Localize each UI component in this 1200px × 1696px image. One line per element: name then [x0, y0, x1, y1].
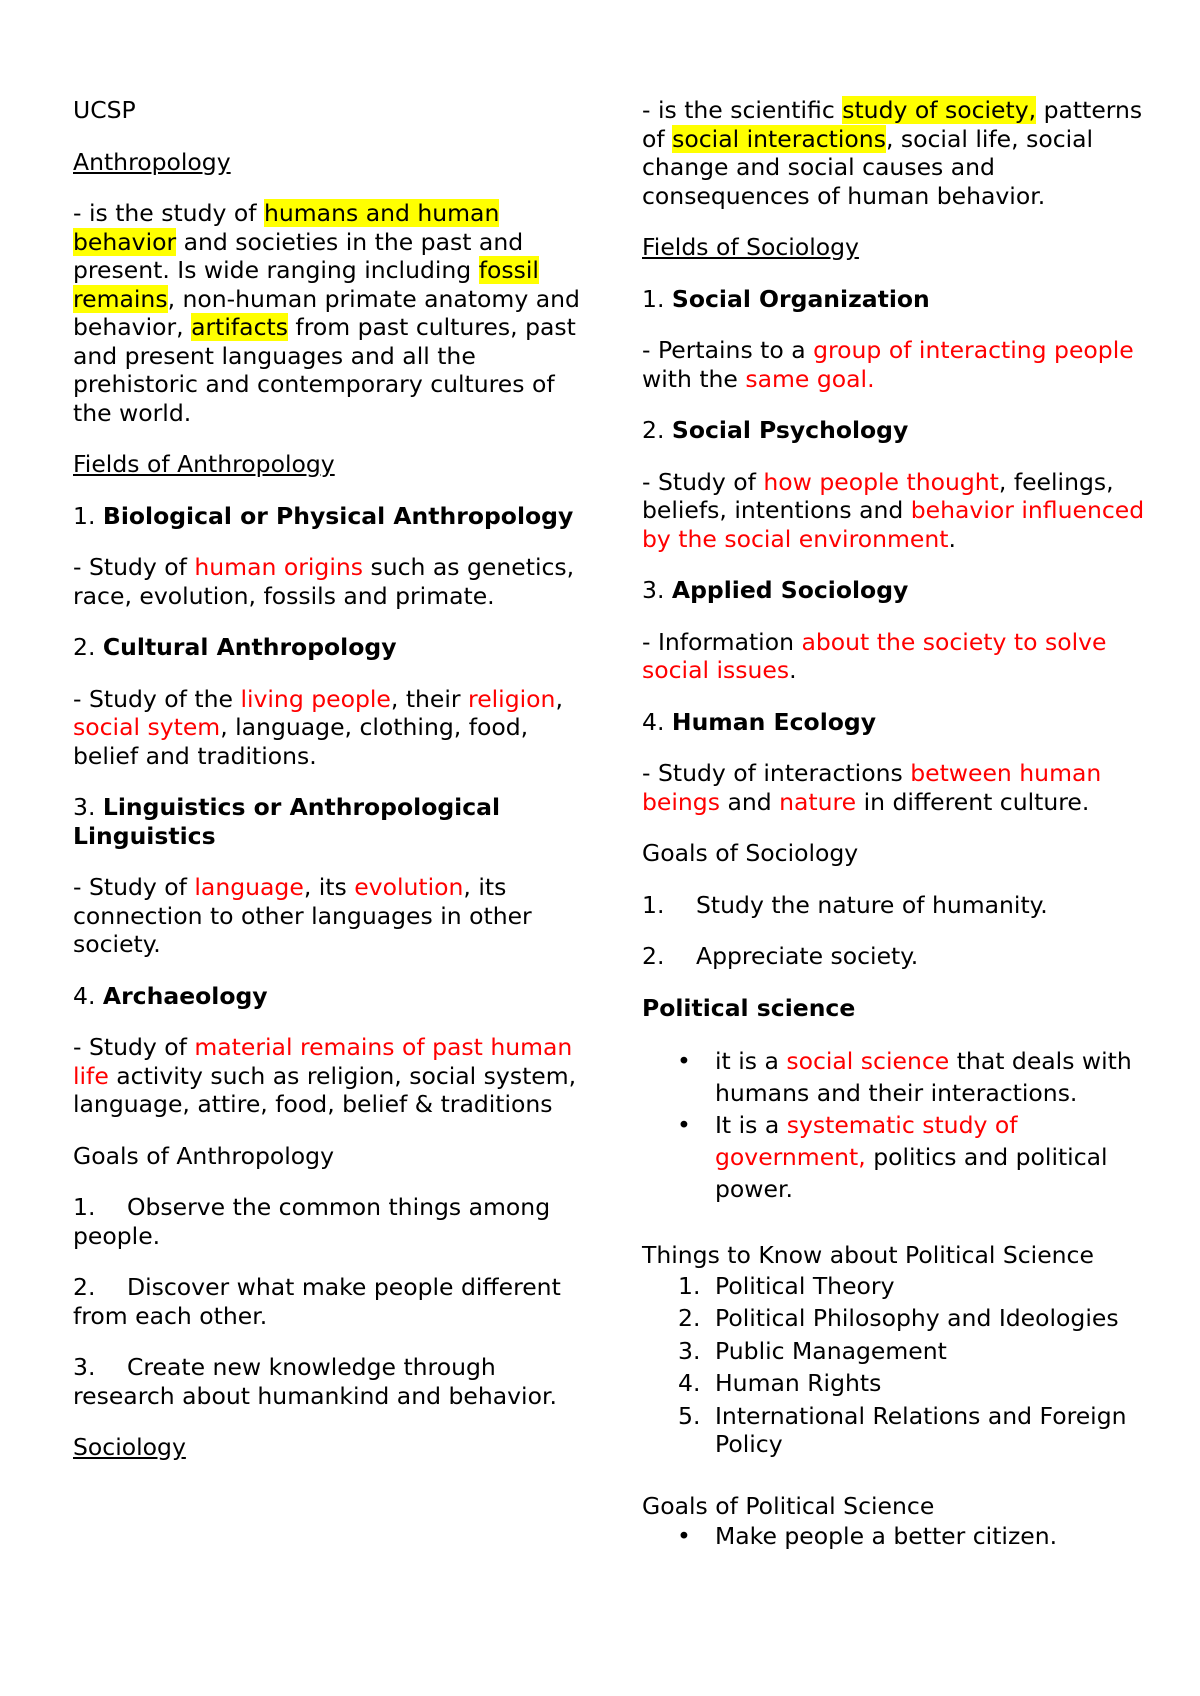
field-title — [73, 633, 588, 662]
sociology-goals — [642, 891, 1152, 971]
anthropology-fields — [73, 502, 588, 1119]
red-text: religion — [468, 684, 556, 713]
list-item — [678, 1304, 1152, 1333]
field-title — [642, 285, 1152, 314]
text-run: It is a — [715, 1111, 787, 1139]
field-description — [73, 1033, 588, 1119]
def-text: and societies in the past and present. Is wide ranging including — [73, 227, 524, 284]
list-number: 5. — [678, 1401, 701, 1430]
highlight: study of society, — [842, 96, 1037, 124]
bullet-item — [715, 1045, 1152, 1109]
red-text: material remains of past human life — [73, 1033, 573, 1090]
text-run: - Study of interactions — [642, 759, 911, 787]
sociology-fields — [642, 285, 1152, 817]
text-run: . — [948, 524, 956, 553]
text-run: , its — [303, 873, 355, 901]
text-run: , its connection to other languages in other society. — [73, 873, 532, 958]
goal-number: 1. — [73, 1193, 96, 1221]
field-title — [73, 793, 588, 850]
red-text: systematic study of government, — [715, 1111, 1018, 1171]
text-run: - Pertains to a — [642, 336, 814, 364]
text-run: such as genetics, race, evolution, fossils and primate. — [73, 553, 575, 610]
sociology-heading: Sociology — [73, 1433, 186, 1461]
goals-of-anthropology-heading: Goals of Anthropology — [73, 1141, 334, 1170]
field-title — [73, 982, 588, 1011]
field-number: 1. — [642, 284, 672, 313]
highlight: humans and human behavior — [73, 199, 500, 256]
list-text: Political Philosophy and Ideologies — [715, 1304, 1119, 1332]
field-name: Linguistics or Anthropological Linguistics — [73, 793, 501, 850]
field-name: Applied Sociology — [671, 576, 909, 604]
red-text: how people thought — [763, 467, 999, 496]
field-number: 2. — [73, 633, 103, 661]
red-text: human origins — [194, 553, 363, 581]
list-number: 1. — [678, 1271, 701, 1300]
highlight: social interactions — [672, 124, 886, 153]
red-text: language — [194, 873, 304, 901]
anthropology-goals — [73, 1193, 588, 1410]
text-run: in different culture. — [856, 787, 1090, 816]
field-name: Archaeology — [102, 981, 268, 1010]
text-run: activity such as religion, social system, language, attire, food, belief & traditions — [73, 1061, 577, 1118]
text-run: . — [789, 656, 797, 684]
field-title — [73, 502, 588, 531]
field-name: Cultural Anthropology — [102, 633, 397, 661]
things-to-know-list — [642, 1272, 1152, 1459]
left-column — [73, 96, 588, 1485]
field-name: Human Ecology — [671, 707, 877, 736]
def-text: - is the scientific — [642, 96, 843, 124]
field-title — [642, 708, 1152, 737]
goal-text: Observe the common things among people. — [73, 1193, 551, 1250]
text-run: , — [555, 684, 563, 713]
list-item — [678, 1336, 1152, 1366]
field-title — [642, 416, 1152, 445]
highlight: artifacts — [191, 313, 288, 341]
field-number: 4. — [73, 981, 103, 1010]
highlight: fossil remains — [73, 256, 539, 313]
political-science-goals-list — [642, 1522, 1152, 1551]
goal-text: Discover what make people different from each other. — [73, 1273, 561, 1330]
red-text: nature — [779, 787, 857, 816]
goal-item — [642, 942, 1152, 971]
text-run: - Study of the — [73, 684, 241, 713]
list-text: Public Management — [715, 1336, 947, 1365]
text-run: and — [719, 787, 780, 816]
red-text: between human beings — [642, 759, 1102, 816]
field-description — [642, 628, 1152, 685]
field-description — [642, 468, 1152, 554]
field-name: Social Organization — [671, 284, 930, 313]
text-run: it is a — [715, 1047, 787, 1075]
list-item — [678, 1271, 1152, 1301]
def-text: - is the study of — [73, 199, 264, 227]
political-science-bullets — [642, 1045, 1152, 1205]
field-description — [73, 553, 588, 610]
red-text: social sytem — [73, 713, 221, 741]
field-number: 4. — [642, 707, 672, 736]
goal-item — [73, 1193, 588, 1250]
red-text: living people — [240, 684, 391, 713]
red-text: behavior influenced by the social environment — [642, 496, 1145, 553]
def-text: , non-human primate anatomy and behavior, — [73, 284, 580, 341]
def-text: from past cultures, past and present languages and all the prehistoric and contemporary cultures of the world. — [73, 313, 576, 427]
goal-number: 1. — [642, 890, 665, 919]
text-run: , language, clothing, food, belief and traditions. — [73, 713, 529, 770]
text-run: - Study of — [73, 873, 195, 901]
red-text: about the society to solve social issues — [642, 627, 1107, 684]
text-run: politics and political power. — [715, 1143, 1108, 1203]
political-science-heading: Political science — [642, 993, 856, 1022]
goal-text: Create new knowledge through research about humankind and behavior. — [73, 1353, 557, 1410]
red-text: social science — [786, 1047, 950, 1075]
text-run: - Study of — [73, 553, 195, 581]
text-run: - Information — [642, 627, 802, 656]
field-name: Social Psychology — [671, 416, 909, 444]
list-number: 2. — [678, 1304, 701, 1332]
field-number: 2. — [642, 416, 672, 444]
document-title: UCSP — [73, 96, 136, 124]
list-text: International Relations and Foreign Policy — [715, 1401, 1127, 1458]
list-number: 3. — [678, 1336, 701, 1365]
list-text: Political Theory — [715, 1271, 895, 1300]
goal-item — [642, 891, 1152, 920]
field-description — [642, 759, 1152, 816]
red-text: same goal. — [745, 364, 875, 393]
goal-number: 2. — [642, 942, 665, 970]
list-item — [678, 1401, 1152, 1459]
anthropology-heading: Anthropology — [73, 147, 231, 176]
goal-number: 3. — [73, 1353, 96, 1381]
text-run: - Study of — [73, 1033, 195, 1061]
fields-of-sociology-heading: Fields of Sociology — [642, 233, 859, 261]
field-number: 3. — [642, 576, 672, 604]
field-title — [642, 576, 1152, 605]
goal-text: Appreciate society. — [696, 942, 919, 970]
goal-item — [73, 1353, 588, 1410]
field-number: 3. — [73, 793, 103, 821]
text-run: - Study of — [642, 467, 764, 496]
sociology-definition — [642, 96, 1152, 210]
field-name: Biological or Physical Anthropology — [102, 501, 574, 530]
field-description — [73, 873, 588, 959]
bullet-item: • Make people a better citizen. — [715, 1522, 1152, 1551]
text-run: , feelings, beliefs, intentions and — [642, 467, 1114, 524]
list-item — [678, 1369, 1152, 1398]
field-number: 1. — [73, 501, 103, 530]
goals-of-political-science-heading: Goals of Political Science — [642, 1491, 935, 1520]
text-run: with the — [642, 364, 746, 393]
goal-item — [73, 1273, 588, 1330]
text-run: , their — [390, 684, 469, 713]
anthropology-definition — [73, 199, 588, 427]
fields-of-anthropology-heading: Fields of Anthropology — [73, 450, 335, 478]
field-description — [642, 336, 1152, 393]
red-text: evolution — [354, 873, 464, 901]
def-text: , social life, social change and social causes and consequences of human behavior. — [642, 124, 1094, 210]
red-text: group of interacting people — [813, 336, 1134, 364]
things-to-know-heading: Things to Know about Political Science — [642, 1241, 1094, 1269]
list-text: Human Rights — [715, 1369, 882, 1397]
bullet-item — [715, 1109, 1152, 1205]
text-run: that deals with humans and their interactions. — [715, 1047, 1132, 1107]
list-number: 4. — [678, 1369, 701, 1397]
goal-text: Study the nature of humanity. — [696, 890, 1048, 919]
right-column — [642, 96, 1152, 1551]
def-text: patterns of — [642, 96, 1143, 153]
goal-number: 2. — [73, 1273, 96, 1301]
field-description — [73, 685, 588, 771]
goals-of-sociology-heading: Goals of Sociology — [642, 839, 859, 867]
